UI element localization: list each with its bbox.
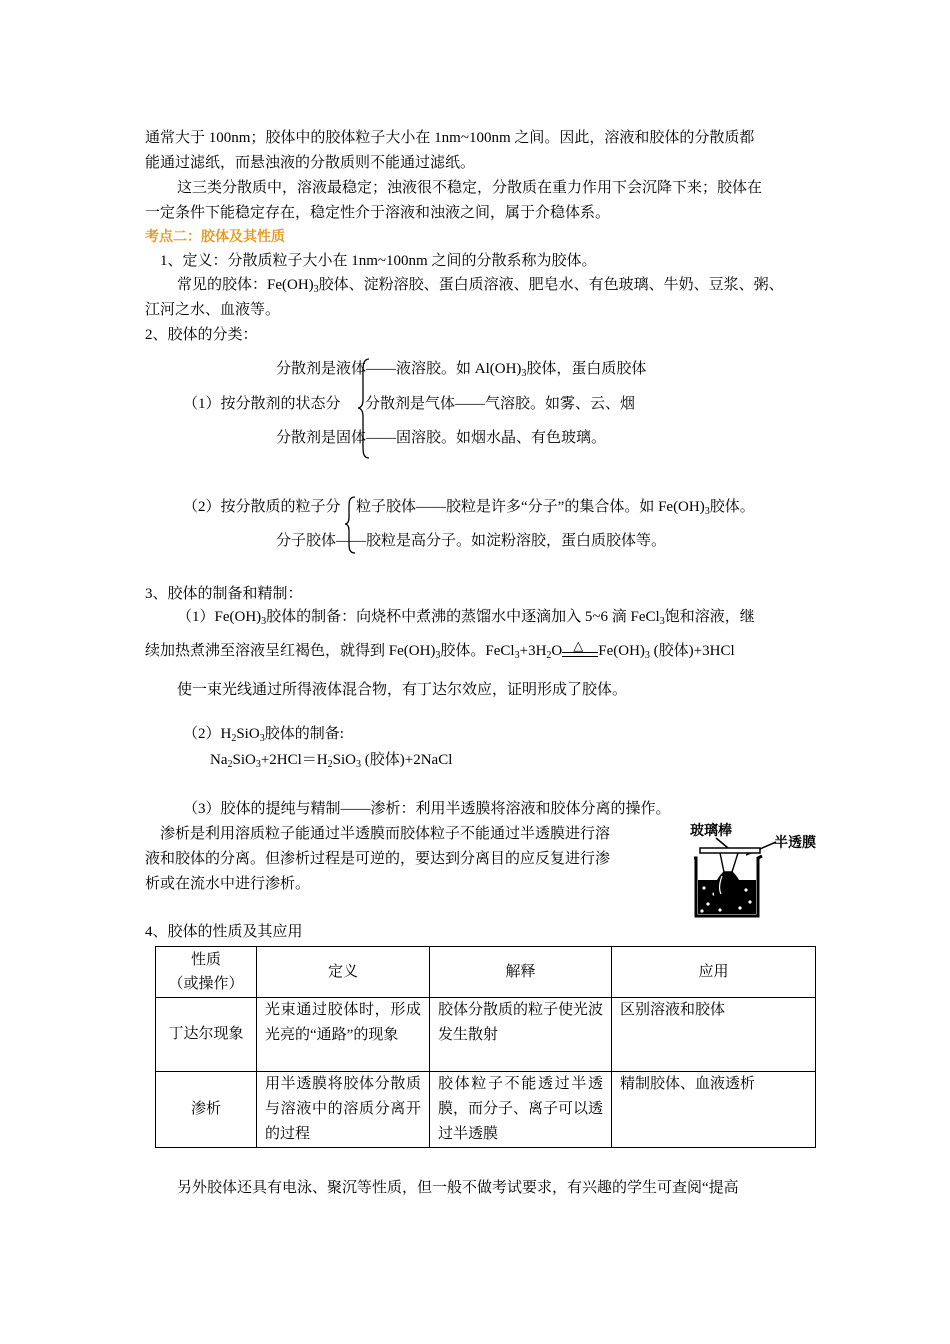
row-definition: 用半透膜将胶体分散质与溶液中的溶质分离开的过程 [257, 1072, 430, 1148]
purify-line: （3）胶体的提纯与精制——渗析：利用半透膜将溶液和胶体分离的操作。 [183, 801, 671, 817]
table-row [156, 1072, 816, 1148]
para1-line1: 通常大于 100nm；胶体中的胶体粒子大小在 1nm~100nm 之间。因此，溶液和胶体的分散质都 [145, 130, 755, 146]
section-title: 考点二：胶体及其性质 [145, 229, 285, 245]
props-heading: 4、胶体的性质及其应用 [145, 924, 303, 940]
row-property-name: 渗析 [156, 1072, 257, 1148]
row-explanation: 胶体粒子不能透过半透膜，而分子、离子可以透过半透膜 [430, 1072, 612, 1148]
properties-table [155, 946, 816, 1148]
heating-equals-sign [562, 637, 598, 660]
header-definition: 定义 [257, 947, 430, 998]
silicic-equation: $Na_2SiO_3+2HCl=H_2SiO_3$ (胶体)+2NaCl [210, 752, 453, 770]
definition-line: 1、定义：分散质粒子大小在 1nm~100nm 之间的分散系称为胶体。 [160, 253, 597, 269]
classify-heading: 2、胶体的分类： [145, 327, 258, 343]
row-property-name: 丁达尔现象 [156, 998, 257, 1072]
para2-line2: 一定条件下能稳定存在，稳定性介于溶液和浊液之间，属于介稳体系。 [145, 205, 611, 221]
state-item-liquid: 分散剂是液体——液溶胶。如 $Al(OH)_3$胶体，蛋白质胶体 [276, 361, 647, 379]
row-definition: 光束通过胶体时，形成光亮的“通路”的现象 [257, 998, 430, 1072]
by-state-label: （1）按分散剂的状态分 [183, 396, 341, 412]
state-item-solid: 分散剂是固体——固溶胶。如烟水晶、有色玻璃。 [276, 430, 607, 446]
para1-line2: 能通过滤纸，而悬浊液的分散质则不能通过滤纸。 [145, 155, 476, 171]
silicic-title: $(2)H_2SiO_3$胶体的制备: [183, 726, 344, 744]
header-property: 性质 （或操作） [156, 947, 257, 998]
row-application: 区别溶液和胶体 [612, 998, 816, 1072]
particle-item-1: 粒子胶体——胶粒是许多“分子”的集合体。如 $Fe(OH)_3$胶体。 [356, 499, 755, 517]
state-brace [356, 358, 372, 460]
by-particle-label: （2）按分散质的粒子分 [183, 499, 341, 515]
tyndall-note: 使一束光线通过所得液体混合物，有丁达尔效应，证明形成了胶体。 [177, 682, 628, 698]
header-explanation: 解释 [430, 947, 612, 998]
table-row [156, 998, 816, 1072]
particle-brace [343, 496, 357, 554]
fe-prep-line1: $(1)Fe(OH)_3$胶体的制备：向烧杯中煮沸的蒸馏水中逐滴加入 5~6 滴 FeCl$_3$饱和溶液，继 [177, 609, 755, 627]
dialysis-line2: 液和胶体的分离。但渗析过程是可逆的，要达到分离目的应反复进行渗 [145, 851, 611, 867]
beaker-diagram [686, 820, 826, 924]
dialysis-line1: 渗析是利用溶质粒子能通过半透膜而胶体粒子不能通过半透膜进行溶 [160, 826, 611, 842]
common-colloids-line2: 江河之水、血液等。 [145, 302, 281, 318]
table-header-row [156, 947, 816, 998]
row-explanation: 胶体分散质的粒子使光波发生散射 [430, 998, 612, 1072]
state-item-gas: 分散剂是气体——气溶胶。如雾、云、烟 [365, 396, 636, 412]
header-application: 应用 [612, 947, 816, 998]
footer-line: 另外胶体还具有电泳、聚沉等性质，但一般不做考试要求，有兴趣的学生可查阅“提高 [177, 1180, 739, 1196]
dialysis-figure [686, 820, 826, 924]
fe-prep-line2: 续加热煮沸至溶液呈红褐色，就得到 $Fe(OH)_3$胶体。$FeCl_3+3H_2O$ △ $Fe(OH)_3$ (胶体)+3HCl [145, 640, 735, 662]
para2-line1: 这三类分散质中，溶液最稳定；浊液很不稳定，分散质在重力作用下会沉降下来；胶体在 [177, 180, 763, 196]
row-application: 精制胶体、血液透析 [612, 1072, 816, 1148]
particle-item-2: 分子胶体——胶粒是高分子。如淀粉溶胶，蛋白质胶体等。 [276, 533, 667, 549]
delta-symbol: △ [573, 637, 584, 653]
glass-rod-label: 玻璃棒 [690, 823, 732, 839]
dialysis-line3: 析或在流水中进行渗析。 [145, 876, 311, 892]
common-colloids-line1: 常见的胶体：$Fe(OH)_3$胶体、淀粉溶胶、蛋白质溶液、肥皂水、有色玻璃、牛奶、豆浆、粥、 [177, 277, 784, 295]
prep-heading: 3、胶体的制备和精制： [145, 586, 303, 602]
membrane-label: 半透膜 [774, 835, 816, 851]
